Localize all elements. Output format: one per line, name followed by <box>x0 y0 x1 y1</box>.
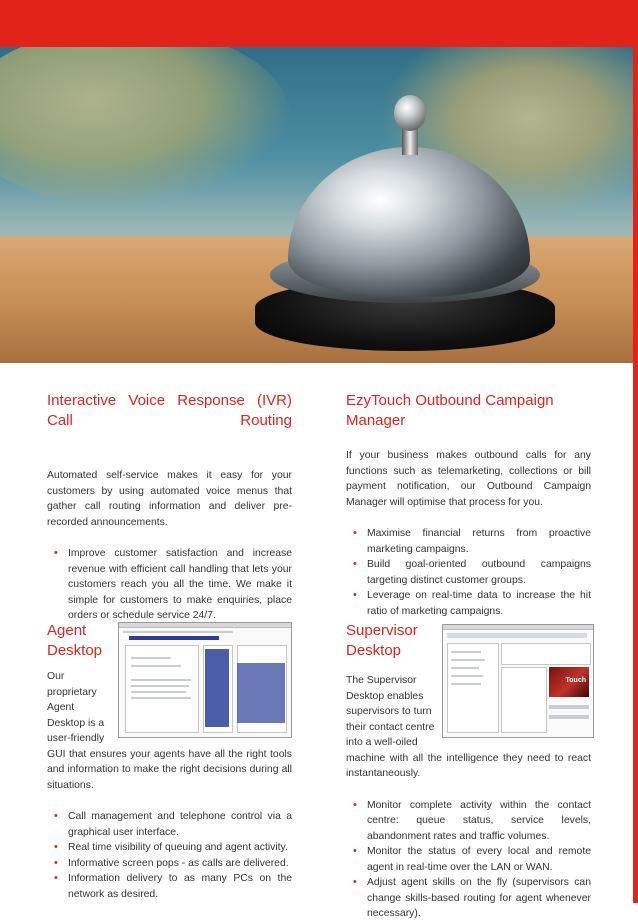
form-panel <box>501 667 547 733</box>
supervisor-desktop-screenshot <box>442 624 594 738</box>
list-line <box>451 675 483 677</box>
supervisor-intro-line: supervisors to turn <box>346 706 432 717</box>
toolbar <box>123 631 233 633</box>
agent-bullet: • Information delivery to as many PCs on the network as desired. <box>47 871 292 902</box>
supervisor-bullet: • Adjust agent skills on the fly (supervisors can change skills-based routing for agent whenever necessary). <box>346 875 591 922</box>
agent-bullet: • Real time visibility of queuing and agent activity. <box>47 840 292 856</box>
blue-column <box>237 663 285 723</box>
supervisor-intro-line: The Supervisor <box>346 675 417 686</box>
agent-intro-line: Desktop is a <box>47 717 105 729</box>
header-band <box>129 636 219 640</box>
agent-intro-line: user-friendly <box>47 733 105 744</box>
list-line <box>451 667 479 669</box>
text-line <box>131 697 191 699</box>
list-line <box>451 683 481 685</box>
outbound-bullet: • Maximise financial returns from proactive marketing campaigns. <box>346 526 591 557</box>
outbound-title: EzyTouch Outbound Campaign Manager <box>346 392 554 429</box>
agent-bullet: • Informative screen pops - as calls are delivered. <box>47 856 292 872</box>
text-line <box>131 691 186 693</box>
list-line <box>451 651 481 653</box>
ivr-intro: Automated self-service makes it easy for your customers by using automated voice menus that gather call routing information and deliver pre-recorded announcements. <box>47 470 292 528</box>
brand-banner <box>549 667 589 697</box>
outbound-bullet: • Leverage on real-time data to increase the hit ratio of marketing campaigns. <box>346 588 591 619</box>
agent-intro-rest: GUI that ensures your agents have all the right tools and information to make the right decisions during all situations. <box>47 748 292 791</box>
field <box>549 715 589 719</box>
grid-panel <box>501 643 591 665</box>
agent-intro-line: Our <box>47 671 65 682</box>
supervisor-title-line1: Supervisor <box>346 622 418 639</box>
supervisor-intro-rest: machine with all the intelligence they need to react instantaneously. <box>346 752 591 779</box>
supervisor-intro-line: into a well-oiled <box>346 737 418 748</box>
text-line <box>131 657 171 659</box>
agent-intro-line: Agent <box>47 702 75 713</box>
toolbar <box>447 633 587 638</box>
outbound-intro: If your business makes outbound calls for any functions such as telemarketing, collections or bill payment notification, our Outbound Campaign Manager will optimise that process for you. <box>346 450 591 508</box>
hero-photo-service-bell <box>0 47 638 363</box>
text-line <box>131 685 189 687</box>
agent-title-line1: Agent <box>47 622 87 639</box>
outbound-bullets <box>346 526 591 619</box>
ivr-title: Interactive Voice Response (IVR) Call Routing <box>47 392 292 429</box>
left-panel <box>447 643 499 733</box>
supervisor-intro-line: their contact centre <box>346 721 435 733</box>
supervisor-title-line2: Desktop <box>346 642 402 659</box>
agent-desktop-screenshot <box>118 622 292 738</box>
supervisor-intro-line: Desktop enables <box>346 690 424 702</box>
agent-intro-line: proprietary <box>47 686 97 698</box>
ivr-bullets <box>47 546 292 624</box>
window-titlebar <box>119 623 291 628</box>
list-line <box>451 659 485 661</box>
blue-column <box>205 649 229 727</box>
map-landmass <box>0 47 290 207</box>
field <box>549 705 589 709</box>
bell-knob <box>394 95 426 131</box>
right-red-edge <box>633 47 638 903</box>
outbound-bullet: • Build goal-oriented outbound campaigns targeting distinct customer groups. <box>346 557 591 588</box>
outbound-section <box>346 391 591 619</box>
text-line <box>131 679 191 681</box>
brand-logo-text: Touch <box>565 677 586 684</box>
supervisor-bullet: • Monitor complete activity within the contact centre: queue status, service levels, abandonment rates and traffic volumes. <box>346 798 591 845</box>
window-titlebar <box>443 625 593 630</box>
agent-bullet: • Call management and telephone control via a graphical user interface. <box>47 809 292 840</box>
agent-title-line2: Desktop <box>47 642 103 659</box>
agent-bullets <box>47 809 292 902</box>
ivr-bullet: • Improve customer satisfaction and increase revenue with efficient call handling that lets your customers reach you all the time. We make it simple for customers to make enquiries, place orders or schedule service 24/7. <box>47 546 292 624</box>
top-red-band <box>0 0 638 47</box>
supervisor-bullet: • Monitor the status of every local and remote agent in real-time over the LAN or WAN. <box>346 844 591 875</box>
text-line <box>131 665 181 667</box>
ivr-section <box>47 391 292 624</box>
